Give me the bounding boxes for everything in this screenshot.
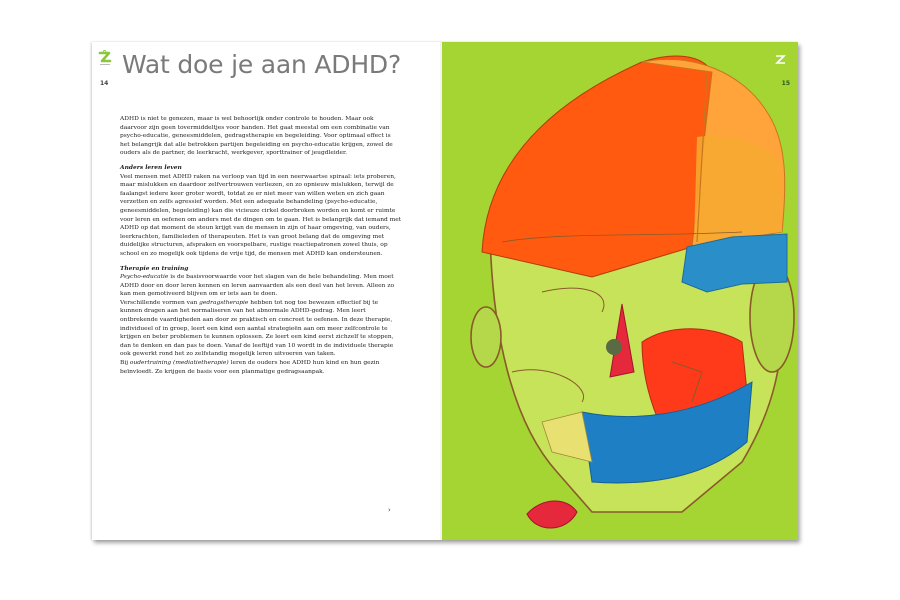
z-logo-icon [98, 50, 114, 72]
psycho-educatie-text: is de basisvoorwaarde voor het slagen van de hele behandeling. Men moet ADHD door en door leren kennen en leren aanvaarden als een deel van het leven. Alleen zo kan men gemotiveerd blijven om er iets aan te doen. [120, 274, 394, 298]
section-heading-therapie-en-training: Therapie en training [120, 264, 189, 272]
child-drawing-face-illustration [442, 42, 798, 540]
page-number-right: 15 [781, 80, 790, 87]
oudertraining-lead: Bij [120, 360, 130, 367]
gedragstherapie-paragraph [120, 299, 402, 359]
psycho-educatie-term: Psycho-educatie [120, 274, 169, 281]
continue-arrow-icon: › [388, 506, 391, 514]
oudertraining-text: leren de ouders hoe ADHD hun kind en hun gezin beïnvloedt. Ze krijgen de basis voor een planmatige gedragsaanpak. [120, 360, 380, 375]
section1-paragraph: Veel mensen met ADHD raken na verloop van tijd in een neerwaartse spiraal: iets proberen, maar mislukken en daardoor zelfvertrouwen verliezen, en zo opnieuw mislukken, terwijl de faalangst iedere keer groter wordt, totdat ze er niet meer van willen weten en zich gaan verzetten en zelfs agressief worden. Met een adequate behandeling (psycho-educatie, geneesmiddelen, begeleiding) kan die vicieuze cirkel doorbroken worden en komt er ruimte voor leren en oefenen om anders met de dingen om te gaan. Het is belangrijk dat iemand met ADHD op dat moment de steun krijgt van de mensen in zijn of haar omgeving, van ouders, leerkrachten, familieleden of therapeuten. Het is van groot belang dat de omgeving met duidelijke structuren, afspraken en voorspelbare, rustige reactiepatronen zowel thuis, op school en zo mogelijk ook tijdens de vrije tijd, de mensen met ADHD kan ondersteunen. [120, 173, 402, 257]
right-page-artwork [442, 42, 798, 540]
magazine-spread [92, 42, 798, 540]
article-body [120, 115, 402, 382]
section-heading-anders-leren-leven: Anders leren leven [120, 163, 182, 171]
gedragstherapie-term: gedragstherapie [199, 299, 249, 306]
oudertraining-term: oudertraining (mediatietherapie) [129, 360, 229, 367]
page-title: Wat doe je aan ADHD? [122, 50, 402, 79]
psycho-educatie-paragraph [120, 273, 402, 299]
page-number-left: 14 [100, 80, 109, 87]
oudertraining-paragraph [120, 359, 402, 376]
left-page [92, 42, 442, 540]
intro-paragraph: ADHD is niet te genezen, maar is wel behoorlijk onder controle te houden. Maar ook daarvoor zijn geen tovermiddeltjes voor handen. Het gaat meestal om een combinatie van psycho-educatie, geneesmiddelen, gedragstherapie en begeleiding. Voor optimaal effect is het belangrijk dat alle betrokken partijen begeleiding en psycho-educatie krijgen, zowel de ouders als de partner, de leerkracht, werkgever, sporttrainer of jeugdleider. [120, 116, 393, 157]
gedragstherapie-text: hebben tot nog toe bewezen effectief bij te kunnen dragen aan het normaliseren van het abnormale ADHD-gedrag. Men leert ontbrekende vaardigheden aan door ze praktisch en concreet te oefenen. In deze therapie, individueel of in groep, leert een kind een aantal strategieën aan om meer zelfcontrole te krijgen en beter problemen te kunnen oplossen. Ze leert een kind eerst zichzelf te stoppen, dan te denken en dan pas te doen. Vanaf de leeftijd van 10 wordt in de individuele therapie ook gewerkt rond het zo zelfstandig mogelijk leren uitvoeren van taken. [120, 299, 394, 358]
gedragstherapie-lead: Verschillende vormen van [120, 299, 200, 306]
